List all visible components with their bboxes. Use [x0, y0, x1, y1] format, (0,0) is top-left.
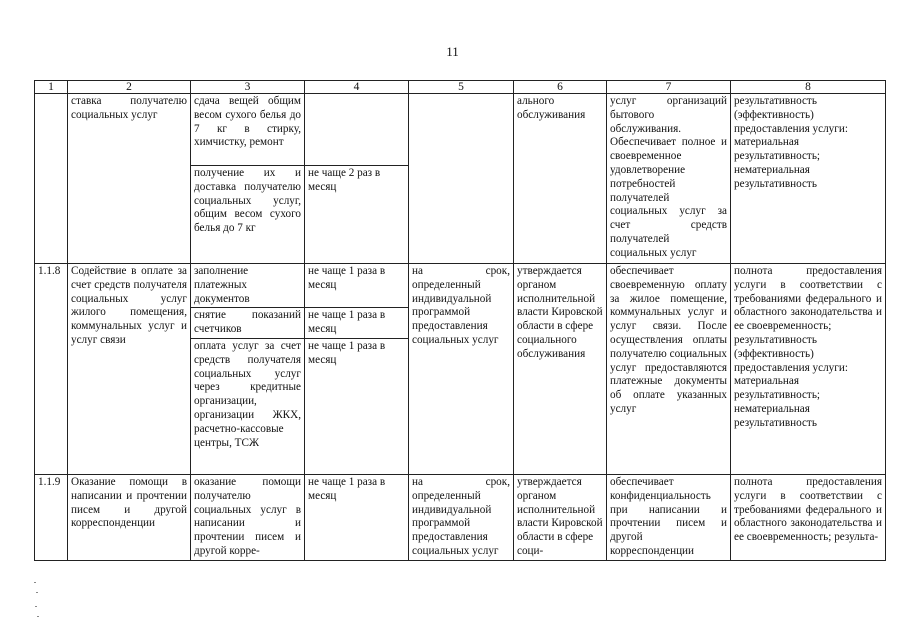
conditions-cell: обеспечивает своевременную оплату за жилое помещение, коммунальных услуг и услуг связи. После осуществления оплаты получателю социальных услуг предоставляются платежные документы об оплате указанных услуг [607, 264, 731, 475]
page-number: 11 [446, 44, 459, 59]
header-cell: 2 [68, 81, 191, 94]
action-cell: оказание помощи получателю социальных услуг в написании и прочтении писем и другой корре- [191, 474, 305, 560]
header-cell: 7 [607, 81, 731, 94]
conditions-cell: обеспечивает конфиденциальность при написании и прочтении писем и другой корреспонденции [607, 474, 731, 560]
action-cell: получение их и доставка получателю социальных услуг, общим весом сухого белья до 7 кг [191, 166, 305, 264]
frequency-cell: не чаще 1 раза в месяц [305, 338, 409, 474]
frequency-cell: не чаще 1 раза в месяц [305, 264, 409, 308]
frequency-cell: не чаще 1 раза в месяц [305, 474, 409, 560]
authority-cell: ального обслуживания [514, 94, 607, 264]
term-cell [409, 94, 514, 264]
action-cell: заполнение платежных документов [191, 264, 305, 308]
header-cell: 8 [731, 81, 886, 94]
item-number-cell [35, 94, 68, 264]
term-cell: на срок, определенный индивидуальной программой предоставления социальных услуг [409, 264, 514, 475]
conditions-cell: услуг организаций бытового обслуживания. Обеспечивает полное и своевременное удовлетворение потребностей получателей социальных услуг за счет средств получателей социальных услуг [607, 94, 731, 264]
header-cell: 5 [409, 81, 514, 94]
quality-cell: результативность (эффективность) предоставления услуги: материальная результативность; нематериальная результативность [731, 94, 886, 264]
quality-cell: полнота предоставления услуги в соответствии с требованиями федерального и областного законодательства и ее своевременность; результативность (эффективность) предоставления услуги: материальная результативность; нематериальная результативность [731, 264, 886, 475]
quality-cell: полнота предоставления услуги в соответствии с требованиями федерального и областного законодательства и ее своевременность; результа- [731, 474, 886, 560]
header-cell: 1 [35, 81, 68, 94]
term-cell: на срок, определенный индивидуальной программой предоставления социальных услуг [409, 474, 514, 560]
table-row [35, 94, 886, 166]
item-number-cell: 1.1.9 [35, 474, 68, 560]
service-name-cell: Содействие в оплате за счет средств получателя социальных услуг жилого помещения, коммунальных услуг и услуг связи [68, 264, 191, 475]
scan-specks [33, 580, 39, 620]
services-table [34, 80, 886, 561]
table-row [35, 474, 886, 560]
service-name-cell: Оказание помощи в написании и прочтении писем и другой корреспонденции [68, 474, 191, 560]
frequency-cell: не чаще 1 раза в месяц [305, 308, 409, 339]
header-row [35, 81, 886, 94]
frequency-cell: не чаще 2 раз в месяц [305, 166, 409, 264]
authority-cell: утверждается органом исполнительной власти Кировской области в сфере социального обслуживания [514, 264, 607, 475]
authority-cell: утверждается органом исполнительной власти Кировской области в сфере соци- [514, 474, 607, 560]
header-cell: 4 [305, 81, 409, 94]
header-cell: 3 [191, 81, 305, 94]
action-cell: снятие показаний счетчиков [191, 308, 305, 339]
table-row [35, 264, 886, 308]
frequency-cell [305, 94, 409, 166]
service-name-cell: ставка получателю социальных услуг [68, 94, 191, 264]
action-cell: сдача вещей общим весом сухого белья до 7 кг в стирку, химчистку, ремонт [191, 94, 305, 166]
header-cell: 6 [514, 81, 607, 94]
action-cell: оплата услуг за счет средств получателя социальных услуг через кредитные организации, организации ЖКХ, расчетно-кассовые центры, ТСЖ [191, 338, 305, 474]
item-number-cell: 1.1.8 [35, 264, 68, 475]
